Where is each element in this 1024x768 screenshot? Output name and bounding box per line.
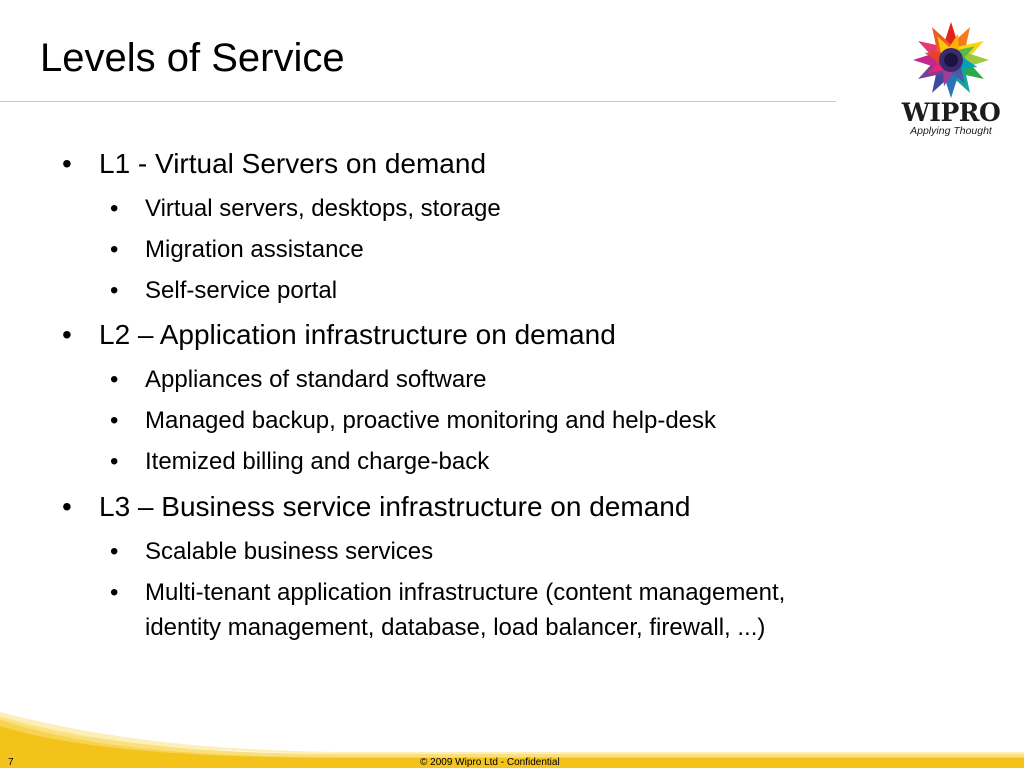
bullet-icon: •: [110, 407, 119, 434]
slide-title: Levels of Service: [40, 36, 345, 80]
bullet-icon: •: [110, 579, 119, 606]
sub-list-item-label: Managed backup, proactive monitoring and help-desk: [145, 407, 717, 434]
logo-tagline: Applying Thought: [910, 125, 992, 137]
list-item-label: L1 - Virtual Servers on demand: [99, 148, 487, 179]
sub-list-item-label: Self-service portal: [145, 277, 338, 304]
sub-list-item-label: Multi-tenant application infrastructure (content management,: [145, 579, 786, 606]
wipro-logo: [896, 18, 1006, 138]
bullet-icon: •: [110, 195, 119, 222]
sub-list-item-label: Scalable business services: [145, 538, 434, 565]
list-item-label: L2 – Application infrastructure on demand: [99, 319, 616, 350]
bullet-icon: •: [62, 491, 72, 522]
bullet-icon: •: [110, 448, 119, 475]
sub-list-item-label: Itemized billing and charge-back: [145, 448, 490, 475]
bullet-icon: •: [62, 319, 72, 350]
list-item-label: L3 – Business service infrastructure on demand: [99, 491, 691, 522]
sunflower-logo-icon: [904, 18, 998, 102]
bullet-icon: •: [110, 366, 119, 393]
sub-list-item-label: Virtual servers, desktops, storage: [145, 195, 501, 222]
logo-wordmark: WIPRO: [901, 98, 1001, 127]
sub-list-item-label: Appliances of standard software: [145, 366, 487, 393]
title-divider: [0, 101, 836, 102]
bullet-icon: •: [62, 148, 72, 179]
sub-list-item-label: Migration assistance: [145, 236, 364, 263]
bullet-icon: •: [110, 277, 119, 304]
footer-copyright: © 2009 Wipro Ltd - Confidential: [420, 757, 560, 768]
bullet-icon: •: [110, 236, 119, 263]
bullet-icon: •: [110, 538, 119, 565]
page-number: 7: [8, 757, 14, 768]
sub-list-item-label: identity management, database, load balancer, firewall, ...): [145, 614, 766, 641]
